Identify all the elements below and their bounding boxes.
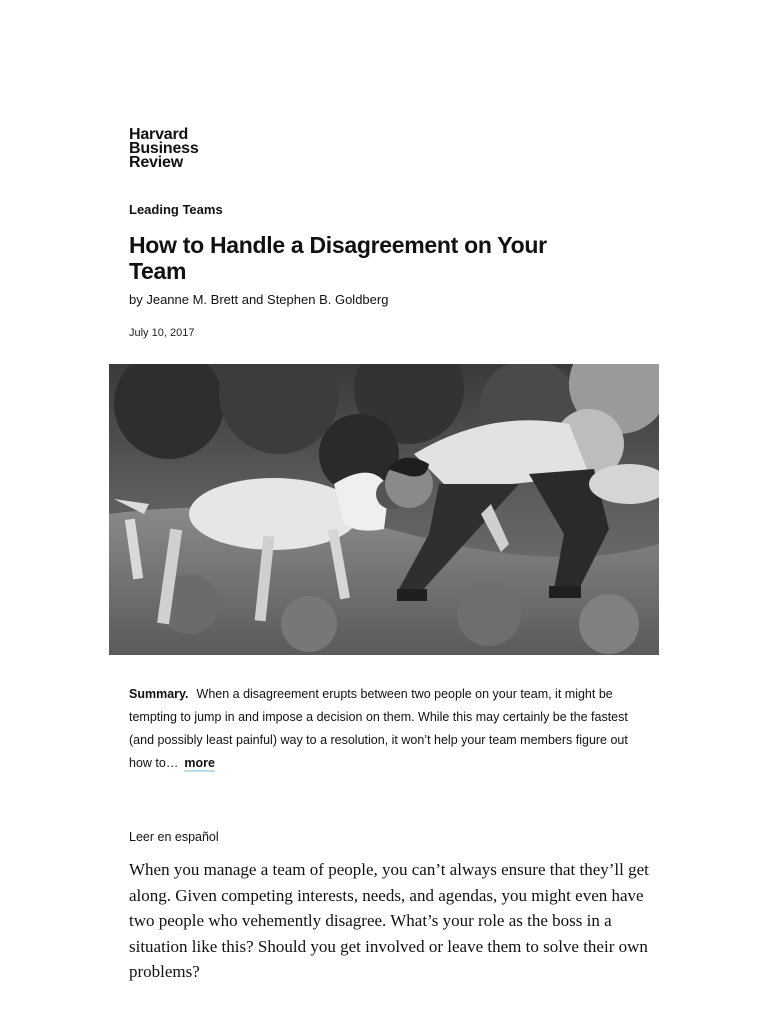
summary-more-link[interactable]: more — [184, 756, 215, 770]
logo-line-3: Review — [129, 154, 183, 171]
article-summary — [129, 683, 629, 775]
hbr-logo[interactable] — [129, 128, 199, 170]
summary-label: Summary. — [129, 687, 189, 701]
topic-link[interactable]: Leading Teams — [129, 202, 223, 217]
language-link-spanish[interactable]: Leer en español — [129, 830, 219, 844]
hero-image — [109, 364, 659, 655]
logo-line-2: Business — [129, 140, 199, 157]
byline: by Jeanne M. Brett and Stephen B. Goldberg — [129, 292, 389, 307]
publish-date: July 10, 2017 — [129, 327, 195, 339]
article-headline: How to Handle a Disagreement on Your Team — [129, 232, 547, 284]
summary-text: When a disagreement erupts between two people on your team, it might be tempting to jump in and impose a decision on them. While this may certainly be the fastest (and possibly least painful) way to a resolution, it won’t help your team members figure out how to… — [129, 687, 628, 770]
article-body-paragraph: When you manage a team of people, you can’t always ensure that they’ll get along. Given competing interests, needs, and agendas, you might even have two people who vehemently disagree. What’s your role as the boss in a situation like this? Should you get involved or leave them to solve their own problems? — [129, 860, 649, 981]
logo-line-1: Harvard — [129, 126, 189, 143]
